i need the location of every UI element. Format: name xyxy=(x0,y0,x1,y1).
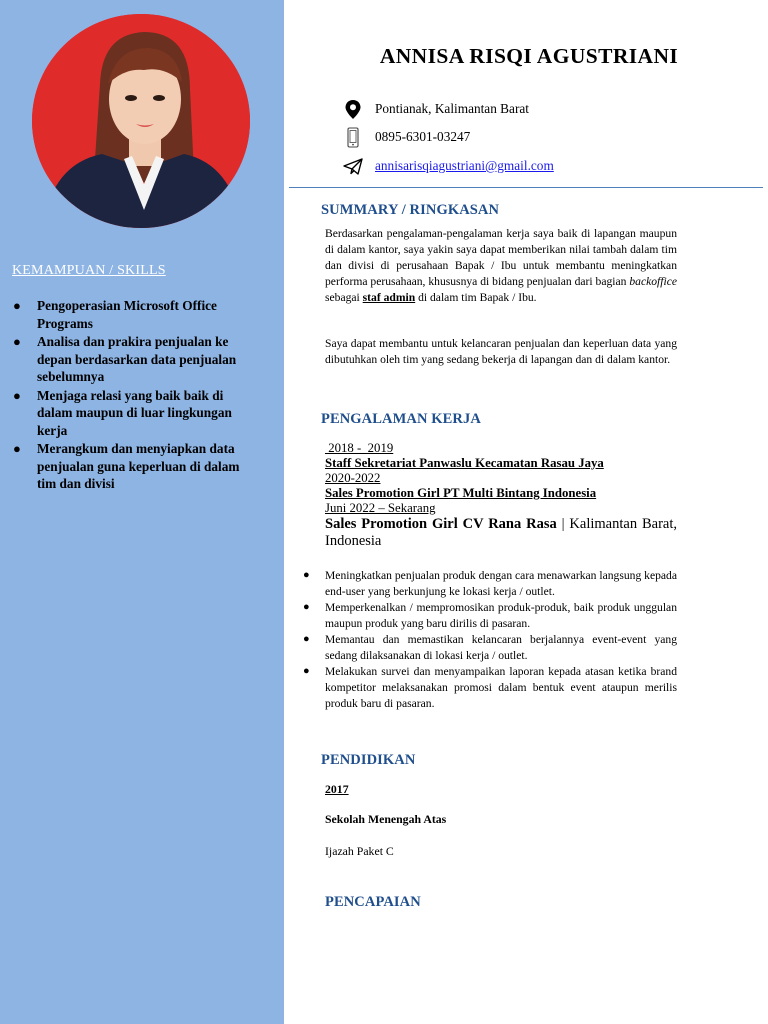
summary-strong: staf admin xyxy=(362,291,416,304)
list-item xyxy=(303,600,677,632)
list-item xyxy=(303,632,677,664)
summary-text: di dalam tim Bapak / Ibu. xyxy=(418,291,537,304)
list-item xyxy=(303,568,677,600)
education-year: 2017 xyxy=(325,782,349,796)
job-role-line xyxy=(325,516,677,550)
location-text: Pontianak, Kalimantan Barat xyxy=(375,101,529,116)
phone-text: 0895-6301-03247 xyxy=(375,129,471,144)
bullet-icon: ● xyxy=(303,665,310,678)
summary-text: sebagai xyxy=(325,291,360,304)
bullet-icon: ● xyxy=(303,569,310,581)
profile-photo xyxy=(32,14,250,228)
job-period: 2018 - 2019 xyxy=(325,441,394,455)
sidebar xyxy=(0,0,284,1024)
education-heading: PENDIDIKAN xyxy=(321,752,416,768)
candidate-name: ANNISA RISQI AGUSTRIANI xyxy=(379,44,679,68)
contact-phone xyxy=(342,127,470,147)
job-location: | Kalimantan Barat, Indonesia xyxy=(325,516,677,549)
list-item xyxy=(12,333,257,386)
bullet-icon: ● xyxy=(13,298,21,313)
mobile-phone-icon xyxy=(342,126,364,148)
bullet-icon: ● xyxy=(13,441,21,456)
contact-location xyxy=(342,99,529,119)
skills-heading: KEMAMPUAN / SKILLS xyxy=(12,263,166,278)
skill-text: Merangkum dan menyiapkan data penjualan guna keperluan di dalam tim dan divisi xyxy=(37,441,240,491)
email-link[interactable]: annisarisqiagustriani@gmail.com xyxy=(375,158,554,173)
education-note: Ijazah Paket C xyxy=(325,844,394,858)
bullet-icon: ● xyxy=(303,601,310,614)
duties-list xyxy=(303,568,677,712)
summary-heading: SUMMARY / RINGKASAN xyxy=(321,202,500,218)
skills-list xyxy=(12,297,257,494)
skill-text: Menjaga relasi yang baik baik di dalam maupun di luar lingkungan kerja xyxy=(37,387,232,438)
list-item xyxy=(303,664,677,711)
job-period: Juni 2022 – Sekarang xyxy=(325,501,436,515)
duty-text: Memantau dan memastikan kelancaran berjalannya event-event yang sedang dilaksanakan di lokasi kerja / outlet. xyxy=(325,633,677,662)
bullet-icon: ● xyxy=(13,387,21,403)
paper-plane-icon xyxy=(342,155,364,177)
summary-emphasis: backoffice xyxy=(629,275,677,288)
achievements-heading: PENCAPAIAN xyxy=(325,894,421,910)
duty-text: Meningkatkan penjualan produk dengan cara menawarkan langsung kepada end-user yang berkunjung ke lokasi kerja / outlet. xyxy=(325,569,677,598)
job-period: 2020-2022 xyxy=(325,471,381,485)
duty-text: Memperkenalkan / mempromosikan produk-produk, baik produk unggulan maupun produk yang baru dirilis di pasaran. xyxy=(325,601,677,630)
summary-paragraph-2: Saya dapat membantu untuk kelancaran penjualan dan keperluan data yang dibutuhkan oleh tim yang sedang bekerja di lapangan dan di dalam kantor. xyxy=(325,337,677,366)
job-role: Sales Promotion Girl CV Rana Rasa xyxy=(325,516,557,532)
header-divider xyxy=(289,187,763,188)
list-item xyxy=(12,440,257,493)
duty-text: Melakukan survei dan menyampaikan laporan kepada atasan ketika brand kompetitor melaksanakan promosi dalam bentuk event ataupun merilis produk baru di pasaran. xyxy=(325,665,677,710)
skill-text: Analisa dan prakira penjualan ke depan berdasarkan data penjualan sebelumnya xyxy=(37,334,237,384)
experience-list xyxy=(325,441,677,550)
contact-email xyxy=(342,156,554,176)
location-pin-icon xyxy=(342,98,364,120)
bullet-icon: ● xyxy=(13,334,21,349)
list-item xyxy=(12,387,257,440)
summary-paragraph-1 xyxy=(325,226,677,306)
summary-text: Berdasarkan pengalaman-pengalaman kerja saya baik di lapangan maupun di dalam kantor, saya yakin saya dapat memberikan nilai tambah dalam tim dan divisi di perusahaan Bapak / Ibu untuk membantu meningkatkan performa perusahaan, khususnya di bidang penjualan dari bagian xyxy=(325,227,677,288)
bullet-icon: ● xyxy=(303,633,310,646)
education-school: Sekolah Menengah Atas xyxy=(325,812,447,826)
experience-heading: PENGALAMAN KERJA xyxy=(321,411,481,427)
list-item xyxy=(12,297,257,332)
skill-text: Pengoperasian Microsoft Office Programs xyxy=(37,298,217,331)
job-role: Staff Sekretariat Panwaslu Kecamatan Rasau Jaya xyxy=(325,456,604,470)
job-role: Sales Promotion Girl PT Multi Bintang Indonesia xyxy=(325,486,597,500)
